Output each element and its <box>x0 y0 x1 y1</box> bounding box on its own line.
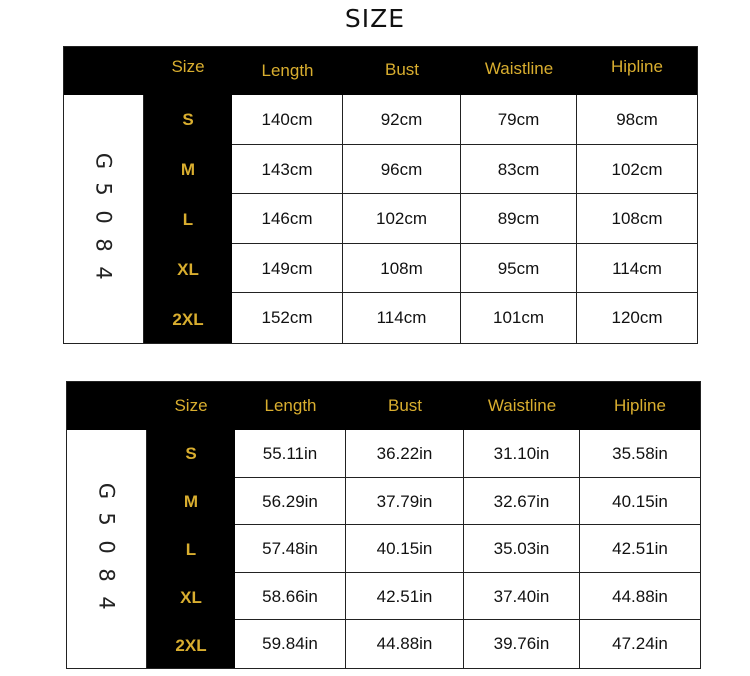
table-cell: 83cm <box>461 145 577 195</box>
table-cell: 92cm <box>343 95 461 145</box>
table-cell: 152cm <box>232 293 343 343</box>
table-cell: 101cm <box>461 293 577 343</box>
model-code-char: G <box>91 152 116 170</box>
table-cell: 40.15in <box>580 478 700 526</box>
table-cell: 55.11in <box>235 430 346 478</box>
header-length: Length <box>264 396 317 415</box>
model-code-char: 0 <box>91 210 116 224</box>
page-title: SIZE <box>344 4 406 33</box>
size-label: XL <box>177 260 199 279</box>
header-waistline: Waistline <box>484 59 554 78</box>
size-label: 2XL <box>172 310 204 329</box>
size-table <box>63 46 698 344</box>
table-cell: 58.66in <box>235 573 346 621</box>
table-cell: 102cm <box>577 145 697 195</box>
header-hipline: Hipline <box>614 396 666 415</box>
table-cell: 39.76in <box>464 620 580 668</box>
size-column <box>144 95 232 343</box>
header-size: Size <box>174 396 208 415</box>
size-column <box>147 430 235 668</box>
table-cell: 37.79in <box>346 478 464 526</box>
size-label: M <box>180 160 196 179</box>
size-label: S <box>182 110 194 129</box>
table-cell: 120cm <box>611 308 663 328</box>
table-cell: 146cm <box>232 194 343 244</box>
table-cell: 47.24in <box>612 634 668 654</box>
table-cell: 108cm <box>577 194 697 244</box>
table-cell: 149cm <box>232 244 343 294</box>
model-code-char: 4 <box>91 266 116 280</box>
model-code <box>64 95 144 343</box>
size-label: L <box>182 210 194 229</box>
table-cell: 114cm <box>577 244 697 294</box>
model-code-char: 8 <box>91 238 116 252</box>
model-code <box>67 430 147 668</box>
table-cell: 40.15in <box>346 525 464 573</box>
model-code-char: 5 <box>94 512 119 526</box>
table-cell: 35.03in <box>464 525 580 573</box>
header-bust: Bust <box>384 60 420 79</box>
table-cell: 98cm <box>577 95 697 145</box>
model-code-char: 4 <box>94 596 119 610</box>
size-table <box>66 381 701 669</box>
table-cell: 37.40in <box>464 573 580 621</box>
size-label: L <box>185 540 197 559</box>
table-cell: 32.67in <box>464 478 580 526</box>
model-code-char: 5 <box>91 182 116 196</box>
table-cell: 57.48in <box>235 525 346 573</box>
table-cell: 36.22in <box>346 430 464 478</box>
table-cell: 42.51in <box>346 573 464 621</box>
table-cell: 35.58in <box>580 430 700 478</box>
size-label: 2XL <box>175 636 207 655</box>
table-cell: 140cm <box>232 95 343 145</box>
size-label: XL <box>180 588 202 607</box>
model-code-char: 0 <box>94 540 119 554</box>
table-cell: 108m <box>343 244 461 294</box>
header-waistline: Waistline <box>487 396 557 415</box>
table-cell: 102cm <box>343 194 461 244</box>
table-cell: 143cm <box>232 145 343 195</box>
table-cell: 31.10in <box>464 430 580 478</box>
header-bust: Bust <box>387 396 423 415</box>
table-cell: 44.88in <box>346 620 464 668</box>
size-label: M <box>183 492 199 511</box>
table-cell: 56.29in <box>235 478 346 526</box>
table-cell: 95cm <box>461 244 577 294</box>
model-code-char: 8 <box>94 568 119 582</box>
table-cell: 42.51in <box>580 525 700 573</box>
table-cell: 96cm <box>343 145 461 195</box>
header-length: Length <box>261 61 314 80</box>
table-cell: 44.88in <box>580 573 700 621</box>
table-cell: 89cm <box>461 194 577 244</box>
table-cell: 59.84in <box>235 620 346 668</box>
model-code-char: G <box>94 482 119 500</box>
header-hipline: Hipline <box>611 57 663 76</box>
size-label: S <box>185 444 197 463</box>
header-size: Size <box>171 57 205 76</box>
table-cell: 79cm <box>461 95 577 145</box>
table-cell: 114cm <box>343 293 461 343</box>
